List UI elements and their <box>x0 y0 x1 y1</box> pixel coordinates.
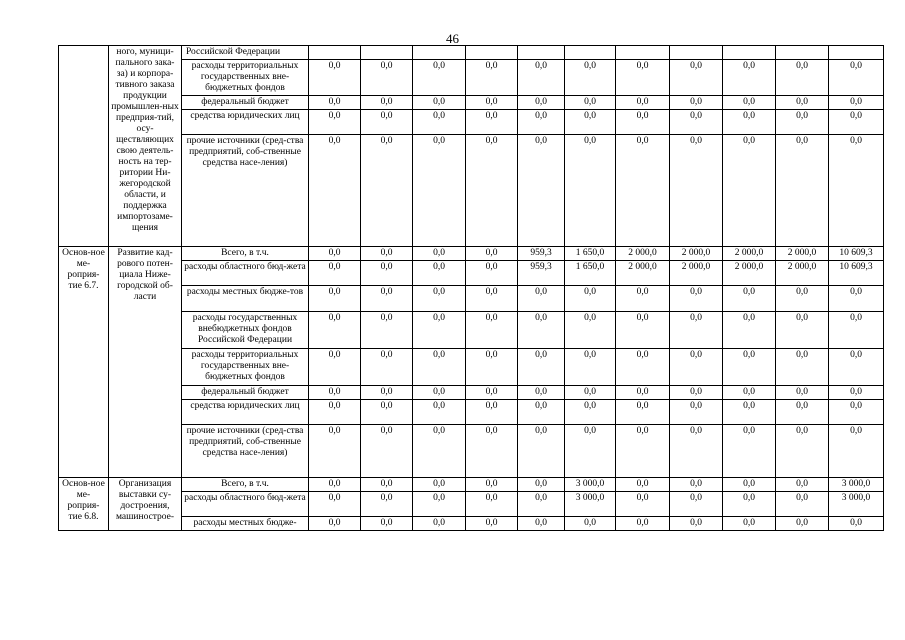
amount-cell: 0,0 <box>309 312 361 349</box>
amount-cell: 3 000,0 <box>829 478 884 492</box>
table-row <box>59 46 884 60</box>
funding-source-cell: средства юридических лиц <box>182 400 309 425</box>
table-row <box>59 110 884 135</box>
amount-cell: 0,0 <box>670 312 723 349</box>
amount-cell: 0,0 <box>309 110 361 135</box>
amount-cell: 959,3 <box>518 247 565 261</box>
amount-cell: 0,0 <box>829 312 884 349</box>
funding-source-cell: федеральный бюджет <box>182 96 309 110</box>
amount-cell <box>776 46 829 60</box>
amount-cell: 0,0 <box>361 492 413 517</box>
amount-cell: 0,0 <box>413 247 466 261</box>
amount-cell: 0,0 <box>518 135 565 247</box>
funding-source-cell: Всего, в т.ч. <box>182 478 309 492</box>
amount-cell: 0,0 <box>361 349 413 386</box>
amount-cell: 0,0 <box>723 517 776 531</box>
amount-cell: 0,0 <box>565 425 616 478</box>
amount-cell: 1 650,0 <box>565 261 616 286</box>
amount-cell: 0,0 <box>413 286 466 312</box>
amount-cell: 2 000,0 <box>670 247 723 261</box>
amount-cell: 0,0 <box>723 96 776 110</box>
amount-cell: 0,0 <box>670 96 723 110</box>
amount-cell: 0,0 <box>723 60 776 96</box>
amount-cell: 0,0 <box>309 386 361 400</box>
table-row <box>59 286 884 312</box>
amount-cell: 0,0 <box>616 312 670 349</box>
amount-cell: 0,0 <box>309 492 361 517</box>
amount-cell: 0,0 <box>361 96 413 110</box>
measure-name-cell: ного, муници-пального зака-за) и корпора-тивного заказа продукции промышлен-ных предприя-тий, осу-ществляющих свою деятель-ность на тер-ритории Ни-жегородской области, и поддержка импортозаме-щения <box>109 46 182 247</box>
measure-name-cell: Организация выставки су-достроения, машинострое- <box>109 478 182 531</box>
amount-cell: 0,0 <box>723 400 776 425</box>
amount-cell: 0,0 <box>776 135 829 247</box>
amount-cell: 0,0 <box>413 517 466 531</box>
amount-cell: 0,0 <box>776 517 829 531</box>
funding-source-cell: расходы областного бюд-жета <box>182 492 309 517</box>
amount-cell: 0,0 <box>466 286 518 312</box>
table-row <box>59 312 884 349</box>
amount-cell: 0,0 <box>361 247 413 261</box>
amount-cell <box>565 46 616 60</box>
amount-cell: 0,0 <box>776 96 829 110</box>
amount-cell: 0,0 <box>565 135 616 247</box>
amount-cell: 0,0 <box>776 400 829 425</box>
amount-cell: 0,0 <box>413 60 466 96</box>
amount-cell: 0,0 <box>309 96 361 110</box>
amount-cell: 0,0 <box>670 478 723 492</box>
amount-cell: 0,0 <box>616 96 670 110</box>
amount-cell: 0,0 <box>829 60 884 96</box>
amount-cell: 0,0 <box>670 110 723 135</box>
amount-cell: 0,0 <box>466 478 518 492</box>
measure-code-cell <box>59 46 109 247</box>
amount-cell: 0,0 <box>670 492 723 517</box>
amount-cell: 0,0 <box>670 517 723 531</box>
table-row <box>59 386 884 400</box>
amount-cell: 0,0 <box>413 349 466 386</box>
amount-cell: 10 609,3 <box>829 261 884 286</box>
amount-cell: 0,0 <box>616 135 670 247</box>
amount-cell: 0,0 <box>518 386 565 400</box>
amount-cell: 0,0 <box>670 386 723 400</box>
amount-cell: 0,0 <box>616 286 670 312</box>
amount-cell: 0,0 <box>361 517 413 531</box>
amount-cell: 0,0 <box>616 425 670 478</box>
amount-cell: 0,0 <box>518 286 565 312</box>
amount-cell: 0,0 <box>616 517 670 531</box>
amount-cell: 0,0 <box>413 478 466 492</box>
amount-cell: 0,0 <box>518 312 565 349</box>
amount-cell: 0,0 <box>309 400 361 425</box>
amount-cell: 0,0 <box>616 349 670 386</box>
amount-cell: 0,0 <box>829 517 884 531</box>
amount-cell <box>616 46 670 60</box>
amount-cell: 0,0 <box>723 425 776 478</box>
amount-cell <box>723 46 776 60</box>
amount-cell: 0,0 <box>723 386 776 400</box>
amount-cell <box>829 46 884 60</box>
amount-cell: 0,0 <box>776 60 829 96</box>
amount-cell: 0,0 <box>776 425 829 478</box>
amount-cell: 0,0 <box>309 261 361 286</box>
funding-source-cell: Российской Федерации <box>182 46 309 60</box>
amount-cell: 0,0 <box>565 60 616 96</box>
amount-cell: 0,0 <box>413 400 466 425</box>
amount-cell: 0,0 <box>309 247 361 261</box>
amount-cell: 3 000,0 <box>565 492 616 517</box>
amount-cell: 0,0 <box>466 247 518 261</box>
amount-cell: 0,0 <box>466 400 518 425</box>
table-row <box>59 96 884 110</box>
funding-source-cell: расходы территориальных государственных вне-бюджетных фондов <box>182 60 309 96</box>
amount-cell: 0,0 <box>565 400 616 425</box>
amount-cell: 0,0 <box>466 96 518 110</box>
amount-cell: 0,0 <box>829 135 884 247</box>
table-row <box>59 60 884 96</box>
funding-source-cell: средства юридических лиц <box>182 110 309 135</box>
amount-cell: 0,0 <box>616 478 670 492</box>
amount-cell: 0,0 <box>466 425 518 478</box>
table-row <box>59 425 884 478</box>
amount-cell: 0,0 <box>723 478 776 492</box>
amount-cell: 0,0 <box>616 492 670 517</box>
amount-cell: 0,0 <box>829 286 884 312</box>
amount-cell: 0,0 <box>466 135 518 247</box>
amount-cell: 0,0 <box>309 135 361 247</box>
table-row <box>59 492 884 517</box>
amount-cell: 0,0 <box>723 110 776 135</box>
amount-cell: 0,0 <box>413 261 466 286</box>
measure-name-cell: Развитие кад-рового потен-циала Ниже-городской об-ласти <box>109 247 182 478</box>
amount-cell: 0,0 <box>565 312 616 349</box>
amount-cell: 2 000,0 <box>776 261 829 286</box>
amount-cell: 1 650,0 <box>565 247 616 261</box>
amount-cell: 959,3 <box>518 261 565 286</box>
amount-cell: 0,0 <box>723 286 776 312</box>
amount-cell: 0,0 <box>565 96 616 110</box>
amount-cell: 0,0 <box>616 110 670 135</box>
amount-cell: 0,0 <box>518 110 565 135</box>
amount-cell: 0,0 <box>518 478 565 492</box>
amount-cell: 0,0 <box>413 96 466 110</box>
page-number: 46 <box>446 31 459 46</box>
amount-cell: 2 000,0 <box>616 261 670 286</box>
amount-cell: 0,0 <box>466 110 518 135</box>
amount-cell: 0,0 <box>670 349 723 386</box>
amount-cell: 0,0 <box>309 349 361 386</box>
amount-cell: 0,0 <box>361 135 413 247</box>
amount-cell: 0,0 <box>413 386 466 400</box>
amount-cell: 0,0 <box>309 60 361 96</box>
amount-cell: 0,0 <box>361 400 413 425</box>
table-row <box>59 135 884 247</box>
amount-cell: 0,0 <box>361 312 413 349</box>
table-row <box>59 349 884 386</box>
amount-cell: 10 609,3 <box>829 247 884 261</box>
amount-cell: 2 000,0 <box>776 247 829 261</box>
amount-cell: 0,0 <box>361 478 413 492</box>
amount-cell: 0,0 <box>723 135 776 247</box>
budget-table <box>58 45 884 531</box>
amount-cell: 0,0 <box>616 386 670 400</box>
amount-cell: 0,0 <box>670 400 723 425</box>
amount-cell: 0,0 <box>518 349 565 386</box>
amount-cell: 0,0 <box>776 386 829 400</box>
amount-cell: 0,0 <box>466 312 518 349</box>
amount-cell: 0,0 <box>776 478 829 492</box>
table-row <box>59 247 884 261</box>
funding-source-cell: расходы местных бюдже-тов <box>182 286 309 312</box>
amount-cell: 0,0 <box>829 110 884 135</box>
amount-cell: 0,0 <box>723 349 776 386</box>
funding-source-cell: расходы государственных внебюджетных фондов Российской Федерации <box>182 312 309 349</box>
amount-cell: 0,0 <box>361 386 413 400</box>
funding-source-cell: расходы местных бюдже- <box>182 517 309 531</box>
amount-cell: 2 000,0 <box>670 261 723 286</box>
amount-cell <box>413 46 466 60</box>
amount-cell: 0,0 <box>565 386 616 400</box>
amount-cell: 0,0 <box>361 425 413 478</box>
funding-source-cell: федеральный бюджет <box>182 386 309 400</box>
amount-cell: 0,0 <box>309 286 361 312</box>
amount-cell: 2 000,0 <box>723 247 776 261</box>
amount-cell: 0,0 <box>413 110 466 135</box>
table-row <box>59 400 884 425</box>
amount-cell: 0,0 <box>518 425 565 478</box>
amount-cell: 0,0 <box>776 492 829 517</box>
amount-cell: 0,0 <box>413 312 466 349</box>
amount-cell: 0,0 <box>361 261 413 286</box>
table-row <box>59 478 884 492</box>
amount-cell: 0,0 <box>776 349 829 386</box>
table-row <box>59 517 884 531</box>
amount-cell: 0,0 <box>670 60 723 96</box>
amount-cell: 0,0 <box>616 400 670 425</box>
amount-cell: 0,0 <box>518 96 565 110</box>
funding-source-cell: расходы областного бюд-жета <box>182 261 309 286</box>
amount-cell <box>361 46 413 60</box>
funding-source-cell: прочие источники (сред-ства предприятий, соб-ственные средства насе-ления) <box>182 135 309 247</box>
amount-cell: 0,0 <box>670 135 723 247</box>
amount-cell: 0,0 <box>829 425 884 478</box>
amount-cell: 0,0 <box>361 60 413 96</box>
amount-cell: 0,0 <box>829 349 884 386</box>
amount-cell: 0,0 <box>466 261 518 286</box>
amount-cell: 2 000,0 <box>723 261 776 286</box>
amount-cell: 0,0 <box>466 60 518 96</box>
amount-cell: 0,0 <box>466 386 518 400</box>
amount-cell: 3 000,0 <box>565 478 616 492</box>
amount-cell <box>466 46 518 60</box>
amount-cell: 0,0 <box>829 96 884 110</box>
amount-cell: 0,0 <box>518 400 565 425</box>
amount-cell: 0,0 <box>723 312 776 349</box>
amount-cell: 0,0 <box>776 110 829 135</box>
amount-cell: 2 000,0 <box>616 247 670 261</box>
table-row <box>59 261 884 286</box>
funding-source-cell: расходы территориальных государственных вне-бюджетных фондов <box>182 349 309 386</box>
funding-source-cell: прочие источники (сред-ства предприятий, соб-ственные средства насе-ления) <box>182 425 309 478</box>
amount-cell: 0,0 <box>309 425 361 478</box>
amount-cell: 3 000,0 <box>829 492 884 517</box>
amount-cell: 0,0 <box>518 60 565 96</box>
amount-cell: 0,0 <box>670 425 723 478</box>
amount-cell: 0,0 <box>565 349 616 386</box>
amount-cell: 0,0 <box>413 492 466 517</box>
amount-cell: 0,0 <box>776 312 829 349</box>
amount-cell: 0,0 <box>723 492 776 517</box>
amount-cell: 0,0 <box>466 492 518 517</box>
amount-cell: 0,0 <box>776 286 829 312</box>
measure-code-cell: Основ-ное ме-роприя-тие 6.7. <box>59 247 109 478</box>
amount-cell: 0,0 <box>361 110 413 135</box>
amount-cell: 0,0 <box>466 517 518 531</box>
amount-cell: 0,0 <box>518 492 565 517</box>
amount-cell: 0,0 <box>565 286 616 312</box>
amount-cell: 0,0 <box>829 400 884 425</box>
funding-source-cell: Всего, в т.ч. <box>182 247 309 261</box>
measure-code-cell: Основ-ное ме-роприя-тие 6.8. <box>59 478 109 531</box>
amount-cell: 0,0 <box>466 349 518 386</box>
amount-cell <box>518 46 565 60</box>
amount-cell: 0,0 <box>616 60 670 96</box>
amount-cell: 0,0 <box>518 517 565 531</box>
amount-cell: 0,0 <box>565 517 616 531</box>
amount-cell: 0,0 <box>670 286 723 312</box>
amount-cell: 0,0 <box>413 425 466 478</box>
amount-cell <box>670 46 723 60</box>
amount-cell: 0,0 <box>361 286 413 312</box>
amount-cell: 0,0 <box>829 386 884 400</box>
amount-cell: 0,0 <box>565 110 616 135</box>
amount-cell: 0,0 <box>309 478 361 492</box>
amount-cell <box>309 46 361 60</box>
amount-cell: 0,0 <box>309 517 361 531</box>
amount-cell: 0,0 <box>413 135 466 247</box>
